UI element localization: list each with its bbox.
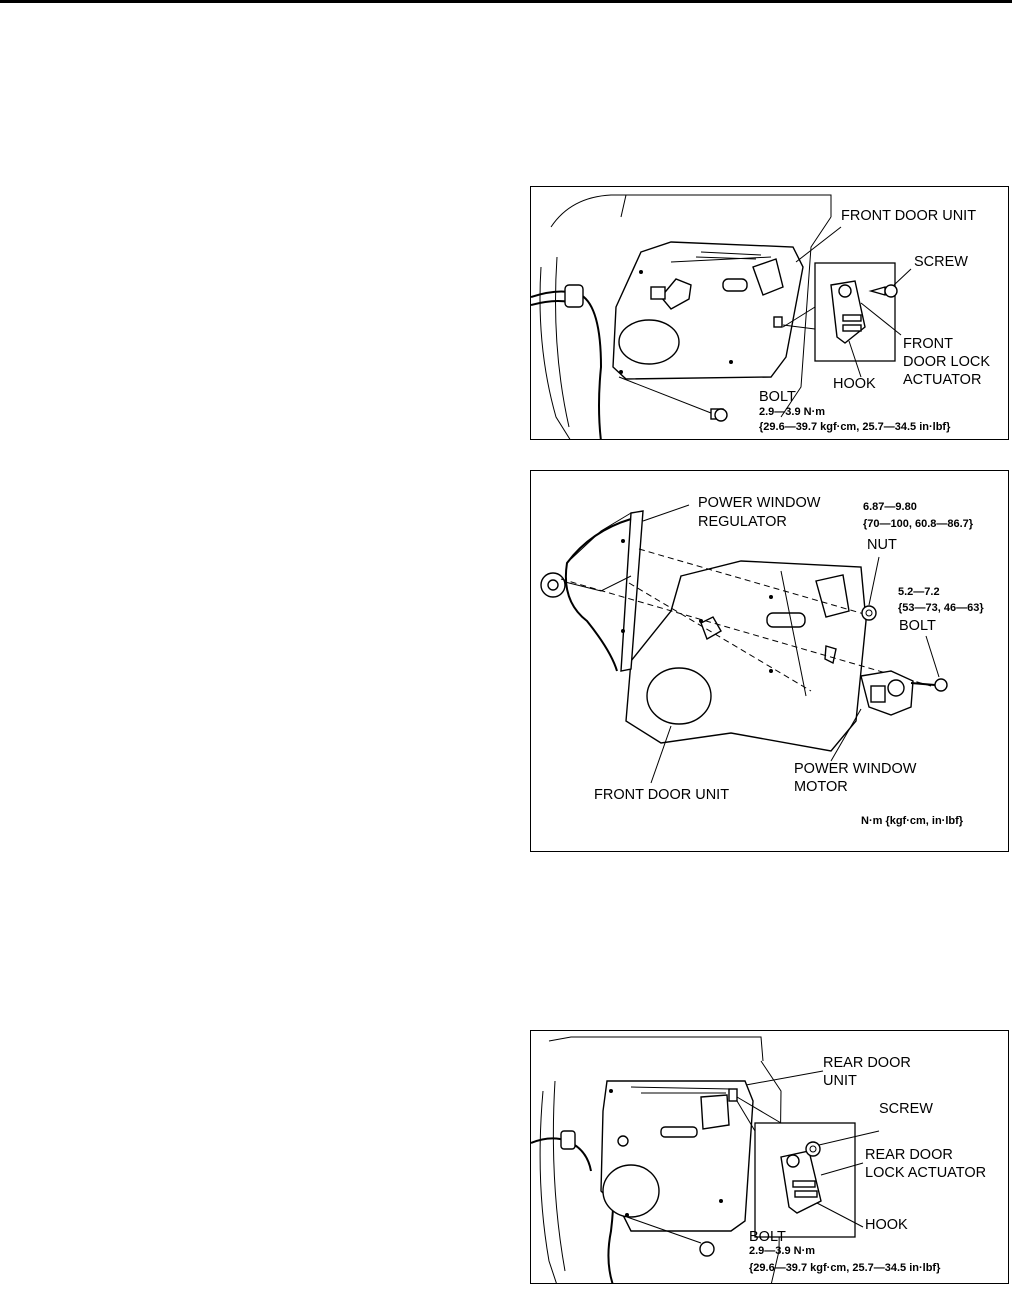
figure-rear-door-lock-actuator [530, 1030, 1009, 1284]
figure-power-window-regulator [530, 470, 1009, 852]
label-front-door-unit: FRONT DOOR UNIT [594, 787, 730, 803]
label-actuator-line2: DOOR LOCK [903, 354, 991, 370]
bolt-torque-line1: 2.9—3.9 N·m [759, 406, 826, 418]
label-motor-line1: POWER WINDOW [794, 761, 917, 777]
label-bolt: BOLT [759, 389, 796, 405]
bolt-torque-line2: {53—73, 46—63} [898, 602, 984, 614]
label-rear-door-unit-line1: REAR DOOR [823, 1055, 911, 1071]
label-nut: NUT [867, 537, 897, 553]
label-actuator-line1: FRONT [903, 336, 953, 352]
label-bolt: BOLT [899, 618, 936, 634]
label-motor-line2: MOTOR [794, 779, 848, 795]
bolt-torque-line2: {29.6—39.7 kgf·cm, 25.7—34.5 in·lbf} [759, 421, 951, 433]
label-rear-door-unit-line2: UNIT [823, 1073, 857, 1089]
figure-front-door-lock-actuator [530, 186, 1009, 440]
label-hook: HOOK [865, 1217, 908, 1233]
label-bolt: BOLT [749, 1229, 786, 1245]
label-hook: HOOK [833, 376, 876, 392]
label-actuator-line3: ACTUATOR [903, 372, 982, 388]
torque-units-legend: N·m {kgf·cm, in·lbf} [861, 815, 964, 827]
label-front-door-unit: FRONT DOOR UNIT [841, 208, 977, 224]
label-actuator-line1: REAR DOOR [865, 1147, 953, 1163]
bolt-torque-line1: 2.9—3.9 N·m [749, 1245, 816, 1257]
nut-torque-line2: {70—100, 60.8—86.7} [863, 518, 974, 530]
page-top-rule [0, 0, 1012, 3]
label-screw: SCREW [879, 1101, 933, 1117]
label-actuator-line2: LOCK ACTUATOR [865, 1165, 987, 1181]
nut-torque-line1: 6.87—9.80 [863, 501, 917, 513]
bolt-torque-line2: {29.6—39.7 kgf·cm, 25.7—34.5 in·lbf} [749, 1262, 941, 1274]
bolt-torque-line1: 5.2—7.2 [898, 586, 940, 598]
label-regulator-line2: REGULATOR [698, 514, 787, 530]
label-screw: SCREW [914, 254, 968, 270]
label-regulator-line1: POWER WINDOW [698, 495, 821, 511]
